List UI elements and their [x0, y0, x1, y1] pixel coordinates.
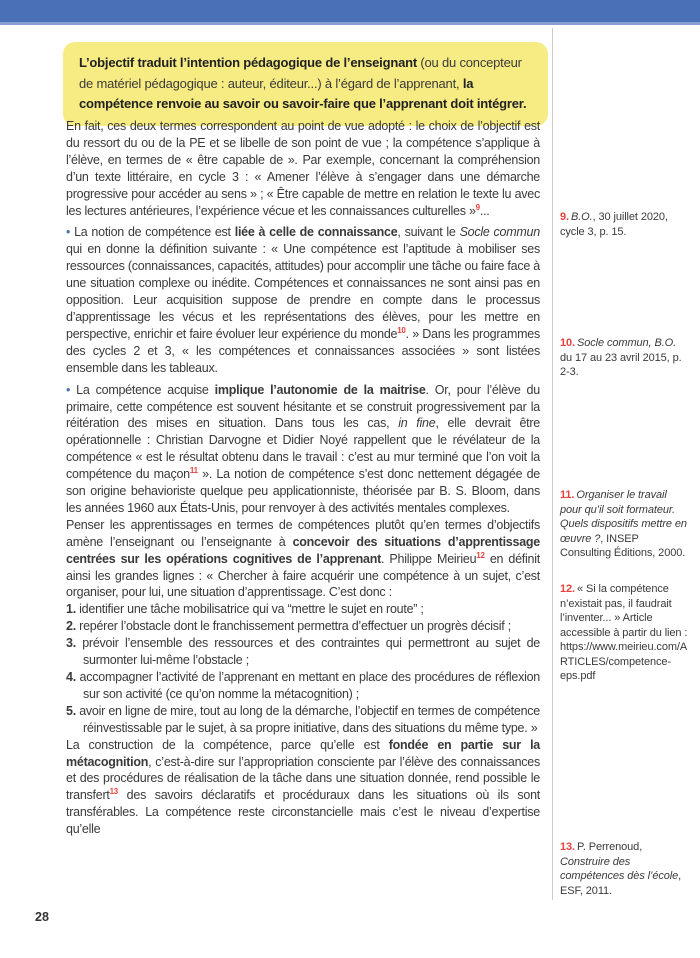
note-text: « Si la compétence n’existait pas, il faudrait l’inventer... » Article accessible à partir du lien : https://www.meirieu.com/ARTICLES/competence-eps.pdf: [560, 583, 688, 682]
column-divider: [552, 28, 553, 900]
list-item: 5. avoir en ligne de mire, tout au long de la démarche, l’objectif en termes de compétence réinvestissable par le sujet, à sa propre initiative, dans des situations du même type. »: [66, 703, 540, 735]
sidebar-note: [560, 210, 690, 239]
note-number: 9.: [560, 211, 569, 223]
top-header-bar: [0, 0, 700, 25]
body-text-column: [66, 118, 540, 843]
note-number: 13.: [560, 841, 575, 853]
paragraph: La construction de la compétence, parce qu’elle est fondée en partie sur la métacognition, c’est-à-dire sur l’appropriation consciente par l’élève des connaissances et des procédures de réalisation de la tâche dans une situation donnée, rend possible le transfert$^{13}$ des savoirs déclaratifs et procéduraux dans les situations où ils sont transférables. La compétence reste circonstancielle mais c’est le niveau d’expertise qu’elle: [66, 737, 540, 837]
highlight-text: L’objectif traduit l’intention pédagogique de l’enseignant (ou du concepteur de matériel pédagogique : auteur, éditeur...) à l’égard de l’apprenant, la compétence renvoie au savoir ou savoir-faire que l’apprenant doit intégrer.: [79, 55, 527, 111]
sidebar-note: [560, 582, 690, 684]
sidebar-note: [560, 336, 690, 380]
note-number: 12.: [560, 583, 575, 595]
sidebar-note: [560, 840, 690, 898]
note-text: Socle commun, B.O. du 17 au 23 avril 2015, p. 2-3.: [560, 337, 682, 378]
list-item: 1. identifier une tâche mobilisatrice qui va “mettre le sujet en route” ;: [66, 602, 424, 617]
paragraph: • La compétence acquise implique l’autonomie de la maitrise. Or, pour l’élève du primaire, cette compétence est souvent hésitante et se construit progressivement par la réitération des mises en situation. Dans tous les cas, in fine, elle devrait être opérationnelle : Christian Darvogne et Didier Noyé rappellent que le révélateur de la compétence « est le résultat obtenu dans le travail : c’est au mur terminé que l’on voit la compétence du maçon$^{11}$ ». La notion de compétence s’est donc nettement dégagée de son origine behavioriste quelque peu applicationniste, théorisée par B. S. Bloom, dans les années 1960 aux États-Unis, pour renvoyer à des activités mentales complexes.: [66, 382, 540, 515]
note-number: 10.: [560, 337, 575, 349]
note-number: 11.: [560, 489, 575, 501]
note-text: B.O., 30 juillet 2020, cycle 3, p. 15.: [560, 211, 668, 238]
note-text: Organiser le travail pour qu’il soit formateur. Quels dispositifs mettre en œuvre ?, INSEP Consulting Éditions, 2000.: [560, 489, 687, 559]
paragraph: En fait, ces deux termes correspondent au point de vue adopté : le choix de l’objectif est du ressort du ou de la PE et se libelle de son point de vue ; la compétence s’applique à l’élève, en termes de « être capable de ». Par exemple, concernant la compréhension d’un texte littéraire, en cycle 3 : « Amener l’élève à s’engager dans une démarche progressive pour accéder au sens » ; « Être capable de mettre en relation le texte lu avec les lectures antérieures, l’expérience vécue et les connaissances culturelles »$^9$...: [66, 119, 540, 218]
highlight-box: [63, 42, 548, 126]
list-item: 3. prévoir l’ensemble des ressources et des contraintes qui permettront au sujet de surmonter lui-même l’obstacle ;: [66, 636, 541, 668]
note-text: P. Perrenoud, Construire des compétences dès l’école, ESF, 2011.: [560, 841, 682, 897]
paragraph: • La notion de compétence est liée à celle de connaissance, suivant le Socle commun qui en donne la définition suivante : « Une compétence est l’aptitude à mobiliser ses ressources (connaissances, capacités, attitudes) pour accomplir une tâche ou faire face à une situation complexe ou inédite. Compétences et connaissances ne sont ainsi pas en opposition. Leur acquisition suppose de prendre en compte dans le processus d’apprentissage les vécus et les représentations des élèves, pour les mettre en perspective, enrichir et faire évoluer leur expérience du monde$^{10}$. » Dans les programmes des cycles 2 et 3, « les compétences et connaissances associées » sont listées ensemble dans les tableaux.: [66, 225, 540, 375]
list-item: 4. accompagner l’activité de l’apprenant en mettant en place des procédures de réflexion sur son activité (ce qu’on nomme la métacognition) ;: [66, 670, 540, 701]
paragraph: Penser les apprentissages en termes de compétences plutôt qu’en termes d’objectifs amène l’enseignant ou l’enseignante à concevoir des situations d’apprentissage centrées sur les opérations cognitives de l’apprenant. Philippe Meirieu$^{12}$ en définit ainsi les grandes lignes : « Chercher à faire acquérir une compétence à un sujet, c’est organiser, pour lui, une situation d’apprentissage. C’est donc :: [66, 517, 541, 600]
page-number: 28: [35, 910, 49, 924]
list-item: 2. repérer l’obstacle dont le franchissement permettra d’effectuer un progrès décisif ;: [66, 619, 511, 634]
sidebar-note: [560, 488, 690, 561]
